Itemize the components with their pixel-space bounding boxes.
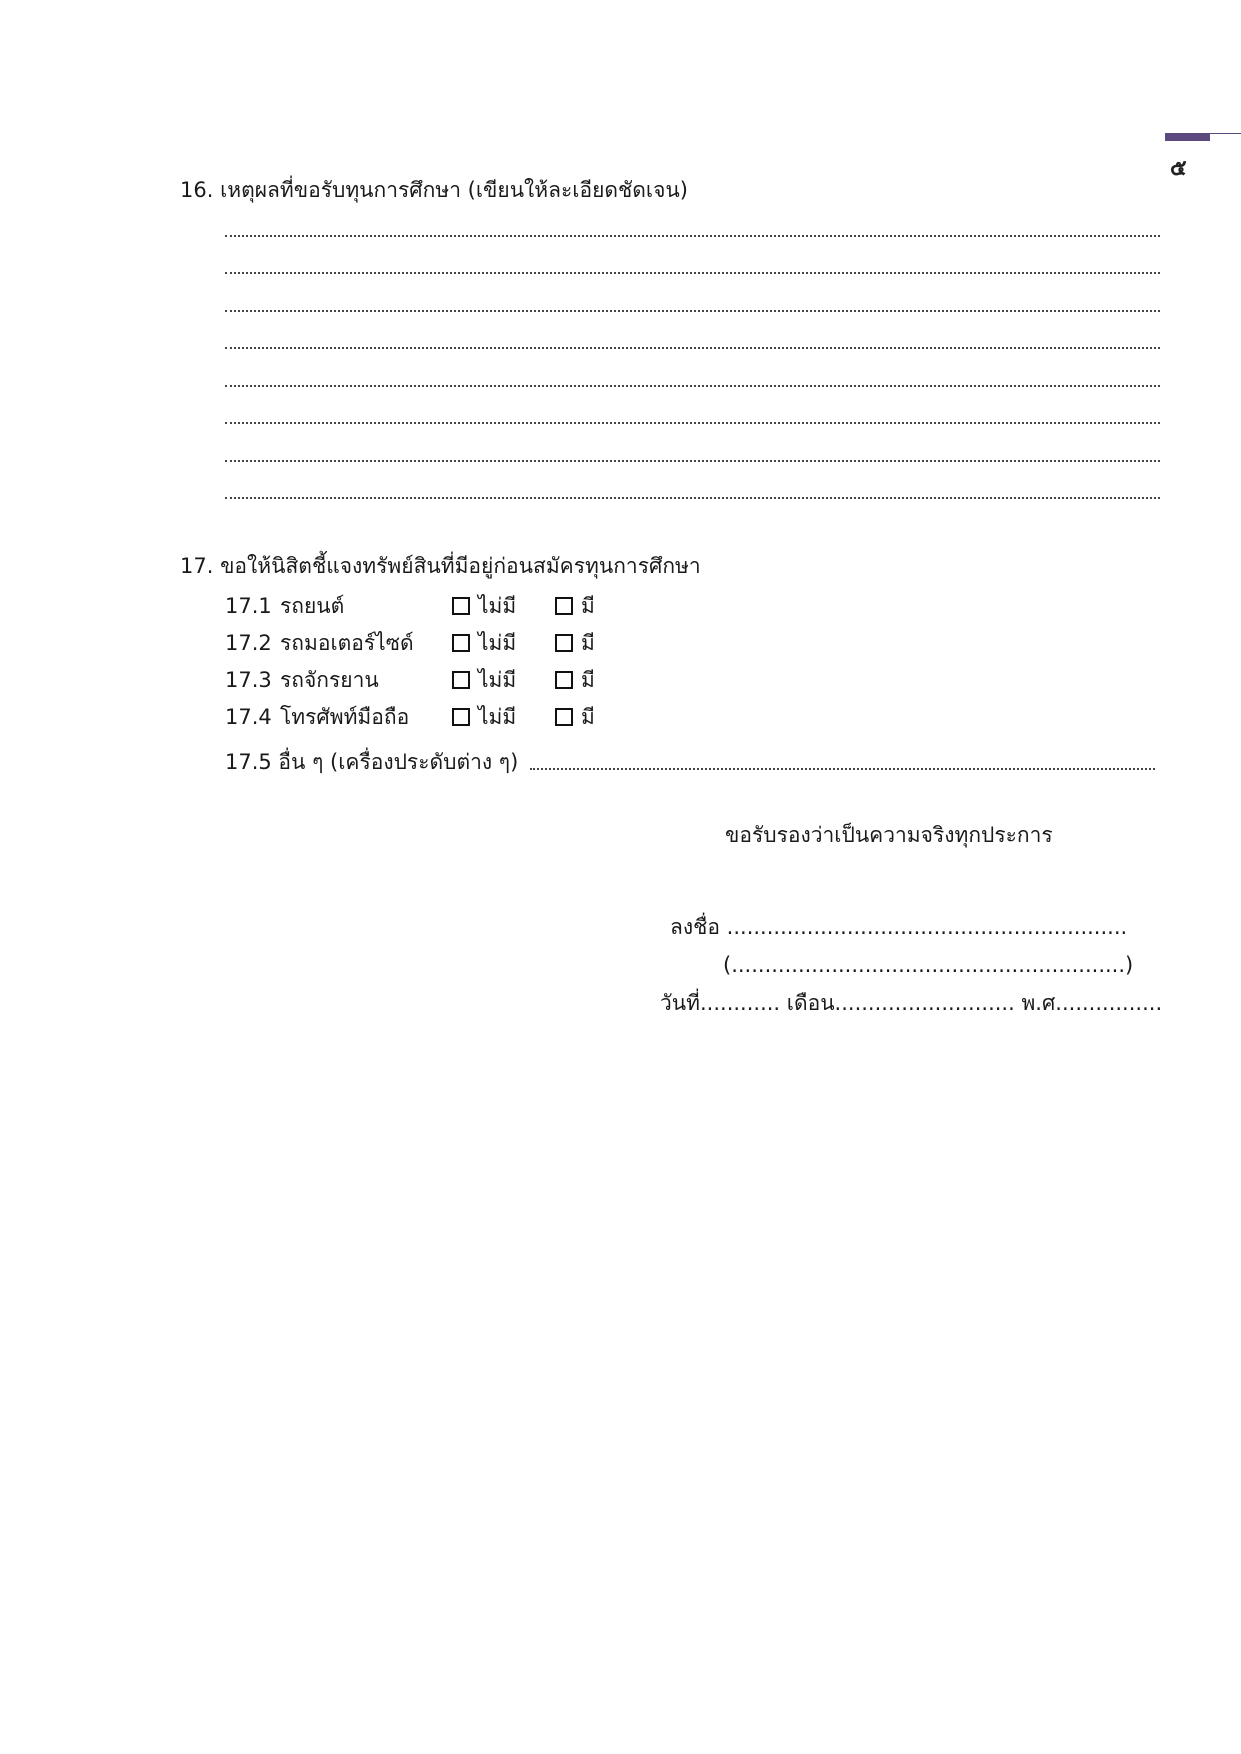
checkbox-icon[interactable] bbox=[452, 634, 470, 652]
asset-other-input-line[interactable] bbox=[530, 768, 1155, 770]
option-yes-label: มี bbox=[581, 631, 595, 655]
option-yes-label: มี bbox=[581, 668, 595, 692]
asset-number: 17.2 bbox=[225, 631, 272, 655]
reason-line-7[interactable] bbox=[225, 460, 1160, 462]
asset-number: 17.3 bbox=[225, 668, 272, 692]
reason-line-4[interactable] bbox=[225, 347, 1160, 349]
signature-name-line[interactable]: (...........................................................) bbox=[723, 953, 1134, 977]
checkbox-icon[interactable] bbox=[555, 597, 573, 615]
signature-line[interactable]: ลงชื่อ ............................................................ bbox=[670, 915, 1128, 939]
bicycle-no-option[interactable] bbox=[452, 664, 516, 696]
bicycle-yes-option[interactable] bbox=[555, 664, 595, 696]
certification-statement: ขอรับรองว่าเป็นความจริงทุกประการ bbox=[725, 823, 1053, 847]
checkbox-icon[interactable] bbox=[452, 671, 470, 689]
asset-row-other-label: 17.5 อื่น ๆ (เครื่องประดับต่าง ๆ) bbox=[225, 750, 519, 774]
option-no-label: ไม่มี bbox=[478, 705, 517, 729]
asset-name: รถมอเตอร์ไซด์ bbox=[280, 631, 414, 655]
reason-line-6[interactable] bbox=[225, 422, 1160, 424]
car-yes-option[interactable] bbox=[555, 590, 595, 622]
page-number-accent-line bbox=[1210, 133, 1241, 134]
option-yes-label: มี bbox=[581, 705, 595, 729]
checkbox-icon[interactable] bbox=[555, 634, 573, 652]
option-no-label: ไม่มี bbox=[478, 631, 517, 655]
page-number-accent-bar bbox=[1165, 133, 1210, 141]
asset-name: รถจักรยาน bbox=[280, 668, 379, 692]
mobile-yes-option[interactable] bbox=[555, 701, 595, 733]
option-no-label: ไม่มี bbox=[478, 668, 517, 692]
signature-date-line[interactable]: วันที่............ เดือน........................... พ.ศ................ bbox=[660, 991, 1163, 1015]
page-number: ๕ bbox=[1170, 156, 1187, 181]
asset-name: รถยนต์ bbox=[280, 594, 345, 618]
mobile-no-option[interactable] bbox=[452, 701, 516, 733]
motorcycle-no-option[interactable] bbox=[452, 627, 516, 659]
car-no-option[interactable] bbox=[452, 590, 516, 622]
asset-number: 17.1 bbox=[225, 594, 272, 618]
reason-line-5[interactable] bbox=[225, 385, 1160, 387]
option-yes-label: มี bbox=[581, 594, 595, 618]
reason-line-3[interactable] bbox=[225, 310, 1160, 312]
motorcycle-yes-option[interactable] bbox=[555, 627, 595, 659]
section-17-heading: 17. ขอให้นิสิตชี้แจงทรัพย์สินที่มีอยู่ก่อนสมัครทุนการศึกษา bbox=[180, 554, 701, 578]
section-16-heading: 16. เหตุผลที่ขอรับทุนการศึกษา (เขียนให้ละเอียดชัดเจน) bbox=[180, 178, 688, 202]
checkbox-icon[interactable] bbox=[452, 597, 470, 615]
checkbox-icon[interactable] bbox=[555, 671, 573, 689]
checkbox-icon[interactable] bbox=[452, 708, 470, 726]
asset-number: 17.4 bbox=[225, 705, 272, 729]
reason-line-1[interactable] bbox=[225, 235, 1160, 237]
option-no-label: ไม่มี bbox=[478, 594, 517, 618]
reason-line-8[interactable] bbox=[225, 497, 1160, 499]
asset-name: โทรศัพท์มือถือ bbox=[280, 705, 410, 729]
checkbox-icon[interactable] bbox=[555, 708, 573, 726]
reason-line-2[interactable] bbox=[225, 272, 1160, 274]
